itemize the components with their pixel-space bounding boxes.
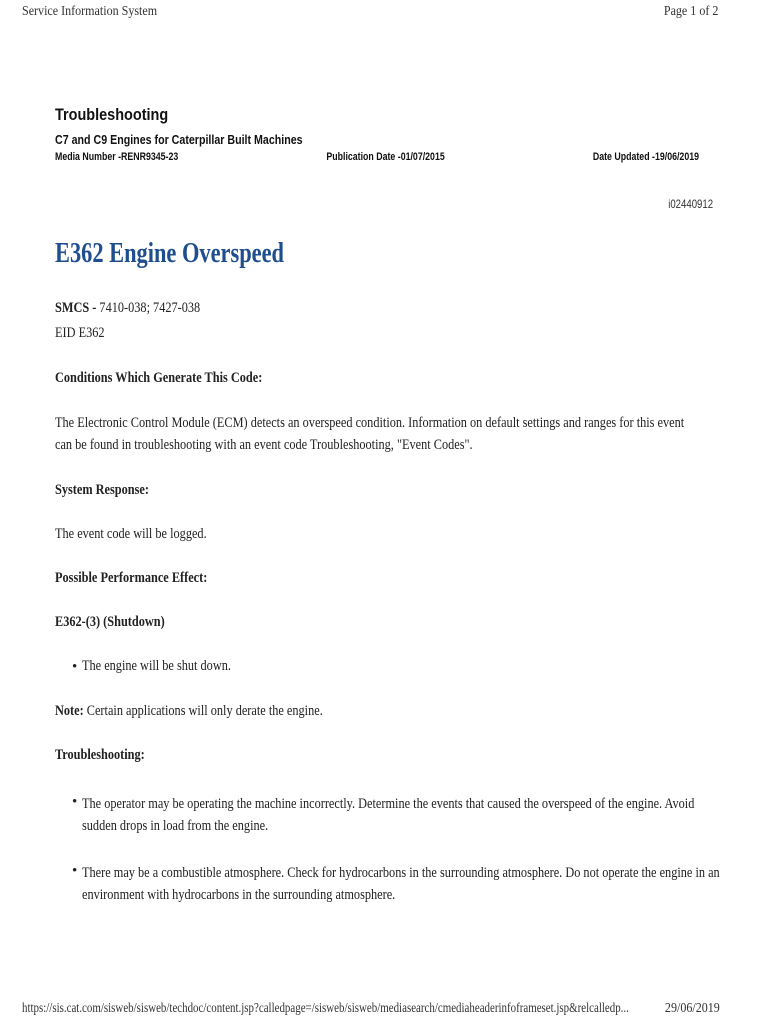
conditions-text: The Electronic Control Module (ECM) detects an overspeed condition. Information on default settings and ranges for this event can be found in troubleshooting with an event code Troubleshooting, "Event Codes". bbox=[55, 415, 685, 453]
publication-date: Publication Date -01/07/2015 bbox=[326, 151, 445, 163]
bullet-glyph: • bbox=[72, 794, 78, 810]
smcs-label: SMCS - bbox=[55, 300, 97, 316]
smcs-value: 7410-038; 7427-038 bbox=[96, 300, 201, 316]
shutdown-bullet: The engine will be shut down. bbox=[82, 658, 231, 674]
troubleshooting-bullet: There may be a combustible atmosphere. Check for hydrocarbons in the surrounding atmosphere. Do not operate the engine in an environment with hydrocarbons in the surrounding atmosphere. bbox=[82, 865, 720, 903]
media-number: Media Number -RENR9345-23 bbox=[55, 151, 179, 163]
shutdown-heading: E362-(3) (Shutdown) bbox=[55, 614, 165, 630]
page-title: E362 Engine Overspeed bbox=[55, 238, 284, 269]
system-response-text: The event code will be logged. bbox=[55, 526, 207, 542]
date-updated: Date Updated -19/06/2019 bbox=[592, 151, 699, 163]
eid-line: EID E362 bbox=[55, 325, 105, 341]
header-system-name: Service Information System bbox=[22, 4, 158, 19]
note bbox=[55, 703, 323, 720]
smcs-line bbox=[55, 300, 200, 317]
note-label: Note: bbox=[55, 703, 84, 719]
header-page-number: Page 1 of 2 bbox=[663, 4, 718, 19]
system-response-heading: System Response: bbox=[55, 482, 149, 498]
document-meta-row bbox=[55, 151, 699, 163]
document-id: i02440912 bbox=[668, 197, 713, 211]
footer-url: https://sis.cat.com/sisweb/sisweb/techdoc/content.jsp?calledpage=/sisweb/sisweb/mediasearch/cmediaheaderinfoframeset.jsp&relcalledp... bbox=[22, 1001, 629, 1016]
document-subtitle: C7 and C9 Engines for Caterpillar Built Machines bbox=[55, 132, 303, 147]
troubleshooting-heading: Troubleshooting: bbox=[55, 747, 145, 763]
performance-heading: Possible Performance Effect: bbox=[55, 570, 208, 586]
bullet-glyph: • bbox=[72, 863, 78, 879]
footer-date: 29/06/2019 bbox=[665, 1001, 720, 1016]
troubleshooting-bullet: The operator may be operating the machine incorrectly. Determine the events that caused the overspeed of the engine. Avoid sudden drops in load from the engine. bbox=[82, 796, 695, 834]
conditions-heading: Conditions Which Generate This Code: bbox=[55, 370, 263, 386]
note-text: Certain applications will only derate the engine. bbox=[83, 703, 323, 719]
document-type: Troubleshooting bbox=[55, 105, 169, 124]
bullet-glyph: • bbox=[72, 659, 78, 675]
